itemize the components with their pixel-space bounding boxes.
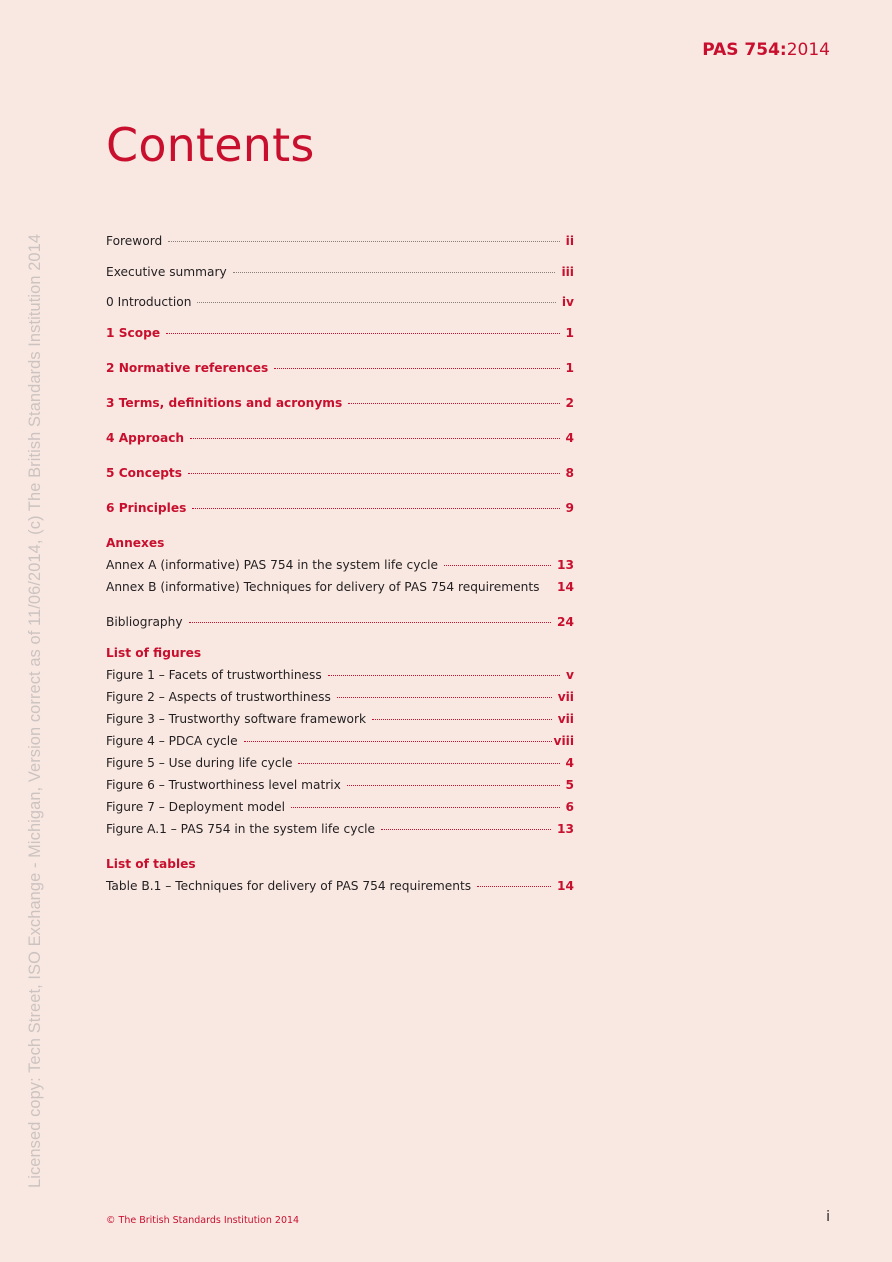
toc-entry-annex-b[interactable] xyxy=(106,576,574,598)
toc-entry-label: 5 Concepts xyxy=(106,466,183,480)
toc-entry-page: 4 xyxy=(565,756,574,770)
dot-leader xyxy=(372,718,552,720)
toc-entry-page: 13 xyxy=(557,558,574,572)
toc-entry-annex-a[interactable] xyxy=(106,554,574,576)
dot-leader xyxy=(337,696,552,698)
dot-leader xyxy=(190,437,559,439)
toc-entry-page: 4 xyxy=(565,431,574,445)
toc-entry-bibliography[interactable] xyxy=(106,611,574,633)
dot-leader xyxy=(328,674,560,676)
toc-entry-page: ii xyxy=(565,234,574,248)
footer-copyright: © The British Standards Institution 2014 xyxy=(106,1215,300,1226)
toc-entry-label: Annex A (informative) PAS 754 in the system life cycle xyxy=(106,558,439,572)
dot-leader xyxy=(477,885,551,887)
toc-entry-label: Figure 4 – PDCA cycle xyxy=(106,734,238,748)
toc-entry-figure-4[interactable] xyxy=(106,730,574,752)
table-of-contents xyxy=(106,230,574,897)
toc-entry-figure-6[interactable] xyxy=(106,774,574,796)
toc-entry-label: Figure 1 – Facets of trustworthiness xyxy=(106,668,322,682)
toc-entry-page: 13 xyxy=(557,822,574,836)
dot-leader xyxy=(188,472,560,474)
toc-entry-label: 1 Scope xyxy=(106,326,161,340)
toc-entry-label: Annex B (informative) Techniques for delivery of PAS 754 requirements xyxy=(106,580,540,594)
toc-entry-label: Table B.1 – Techniques for delivery of PAS 754 requirements xyxy=(106,879,472,893)
toc-entry-page: iii xyxy=(561,264,574,279)
toc-entry-label: 3 Terms, definitions and acronyms xyxy=(106,396,343,410)
dot-leader xyxy=(189,621,551,623)
annexes-heading: Annexes xyxy=(106,536,165,550)
dot-leader xyxy=(347,784,560,786)
toc-entry-label: Executive summary xyxy=(106,264,227,279)
toc-entry-figure-7[interactable] xyxy=(106,796,574,818)
toc-entry-page: 24 xyxy=(557,615,574,629)
standard-reference xyxy=(702,40,830,60)
toc-entry-label: Figure 2 – Aspects of trustworthiness xyxy=(106,690,331,704)
toc-entry-label: Figure 7 – Deployment model xyxy=(106,800,286,814)
toc-entry-page: 14 xyxy=(557,580,574,594)
toc-entry-page: 8 xyxy=(565,466,574,480)
toc-entry-label: Foreword xyxy=(106,234,163,248)
dot-leader xyxy=(274,367,559,369)
toc-entry-label: 6 Principles xyxy=(106,501,187,515)
toc-entry-approach[interactable] xyxy=(106,427,574,449)
toc-entry-label: 2 Normative references xyxy=(106,361,269,375)
toc-entry-label: Figure 6 – Trustworthiness level matrix xyxy=(106,778,341,792)
dot-leader xyxy=(381,828,551,830)
footer-page-number: i xyxy=(826,1209,830,1225)
toc-entry-figure-1[interactable] xyxy=(106,664,574,686)
toc-entry-executive-summary[interactable] xyxy=(106,261,574,283)
toc-entry-page: 1 xyxy=(565,361,574,375)
toc-entry-figure-a1[interactable] xyxy=(106,818,574,840)
dot-leader xyxy=(166,332,559,334)
dot-leader xyxy=(291,806,559,808)
toc-entry-label: Bibliography xyxy=(106,615,183,629)
toc-entry-figure-5[interactable] xyxy=(106,752,574,774)
toc-entry-page: 2 xyxy=(565,396,574,410)
toc-entry-label: Figure 3 – Trustworthy software framework xyxy=(106,712,367,726)
toc-entry-label: Figure 5 – Use during life cycle xyxy=(106,756,293,770)
dot-leader xyxy=(348,402,559,404)
standard-year: 2014 xyxy=(786,40,830,60)
toc-entry-normative-references[interactable] xyxy=(106,357,574,379)
toc-entry-scope[interactable] xyxy=(106,322,574,344)
toc-entry-page: vii xyxy=(557,712,574,726)
list-of-figures-heading: List of figures xyxy=(106,646,202,660)
toc-entry-figure-2[interactable] xyxy=(106,686,574,708)
toc-entry-principles[interactable] xyxy=(106,497,574,519)
dot-leader xyxy=(244,740,552,742)
toc-entry-page: iv xyxy=(561,295,574,309)
page-title: Contents xyxy=(106,118,315,172)
toc-entry-figure-3[interactable] xyxy=(106,708,574,730)
dot-leader xyxy=(298,762,559,764)
dot-leader xyxy=(168,240,559,242)
toc-entry-page: 6 xyxy=(565,800,574,814)
toc-entry-label: 0 Introduction xyxy=(106,295,192,309)
toc-entry-page: 5 xyxy=(565,778,574,792)
toc-entry-table-b1[interactable] xyxy=(106,875,574,897)
list-of-tables-heading: List of tables xyxy=(106,857,196,871)
toc-entry-page: viii xyxy=(553,734,574,748)
standard-number: PAS 754: xyxy=(702,40,787,60)
toc-entry-label: 4 Approach xyxy=(106,431,185,445)
toc-entry-concepts[interactable] xyxy=(106,462,574,484)
toc-entry-terms-definitions[interactable] xyxy=(106,392,574,414)
toc-entry-page: 9 xyxy=(565,501,574,515)
dot-leader xyxy=(192,507,559,509)
toc-entry-page: vii xyxy=(557,690,574,704)
toc-entry-page: 14 xyxy=(557,879,574,893)
dot-leader xyxy=(197,301,555,303)
dot-leader xyxy=(233,271,556,273)
dot-leader xyxy=(546,587,552,588)
toc-entry-page: 1 xyxy=(565,326,574,340)
toc-entry-page: v xyxy=(566,668,574,682)
toc-entry-foreword[interactable] xyxy=(106,230,574,252)
toc-entry-label: Figure A.1 – PAS 754 in the system life cycle xyxy=(106,822,376,836)
toc-entry-introduction[interactable] xyxy=(106,291,574,313)
license-watermark: Licensed copy: Tech Street, ISO Exchange - Michigan, Version correct as of 11/06/2014, (c) The British Standards Institution 2014 xyxy=(26,233,44,1188)
dot-leader xyxy=(444,564,551,566)
